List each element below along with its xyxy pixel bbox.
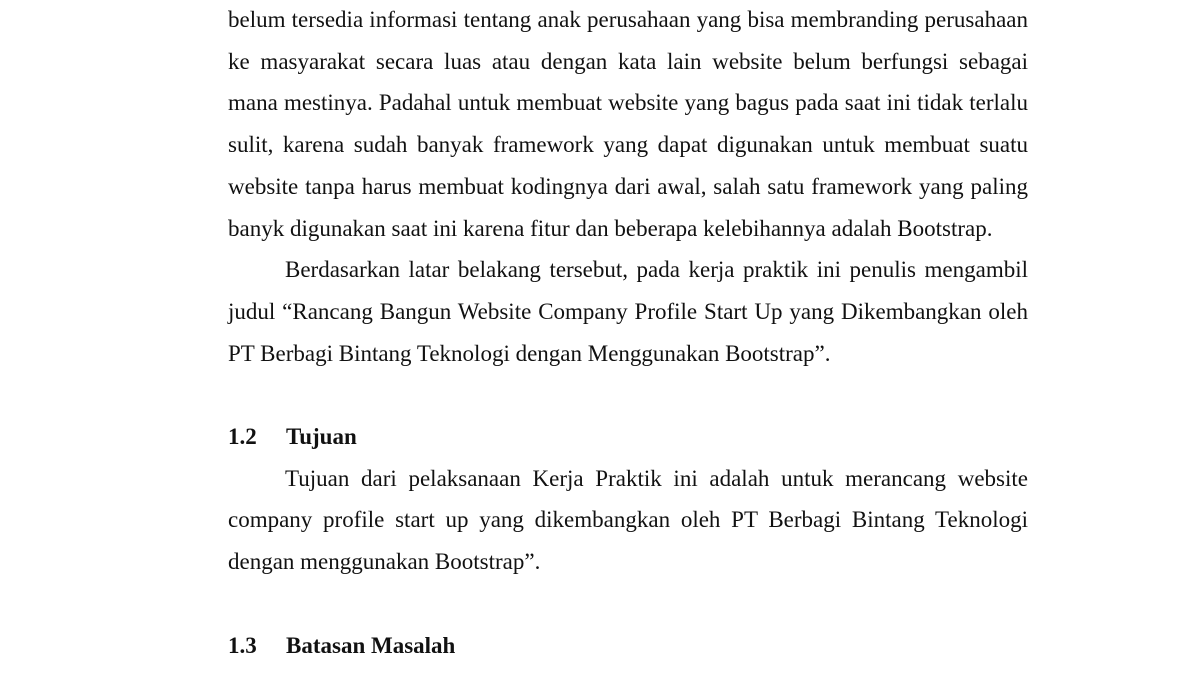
section-number: 1.2 <box>228 424 257 450</box>
document-page <box>228 0 1028 666</box>
paragraph-tujuan: Tujuan dari pelaksanaan Kerja Praktik ini adalah untuk merancang website company profile start up yang dikembangkan oleh PT Berbagi Bintang Teknologi dengan menggunakan Bootstrap”. <box>228 465 1028 575</box>
section-title: Tujuan <box>286 424 357 450</box>
section-spacer <box>228 583 1028 625</box>
paragraph-background: Berdasarkan latar belakang tersebut, pada kerja praktik ini penulis mengambil judul “Rancang Bangun Website Company Profile Start Up yang Dikembangkan oleh PT Berbagi Bintang Teknologi dengan Menggunakan Bootstrap”. <box>228 257 1028 366</box>
section-title: Batasan Masalah <box>286 632 456 658</box>
section-heading-tujuan <box>228 416 1028 458</box>
section-heading-batasan-masalah <box>228 625 1028 667</box>
paragraph-continued: belum tersedia informasi tentang anak perusahaan yang bisa membranding perusahaan ke masyarakat secara luas atau dengan kata lain website belum berfungsi sebagai mana mestinya. Padahal untuk membuat website yang bagus pada saat ini tidak terlalu sulit, karena sudah banyak framework yang dapat digunakan untuk membuat suatu website tanpa harus membuat kodingnya dari awal, salah satu framework yang paling banyk digunakan saat ini karena fitur dan beberapa kelebihannya adalah Bootstrap. <box>228 7 1028 241</box>
section-number: 1.3 <box>228 632 257 658</box>
section-spacer <box>228 374 1028 416</box>
